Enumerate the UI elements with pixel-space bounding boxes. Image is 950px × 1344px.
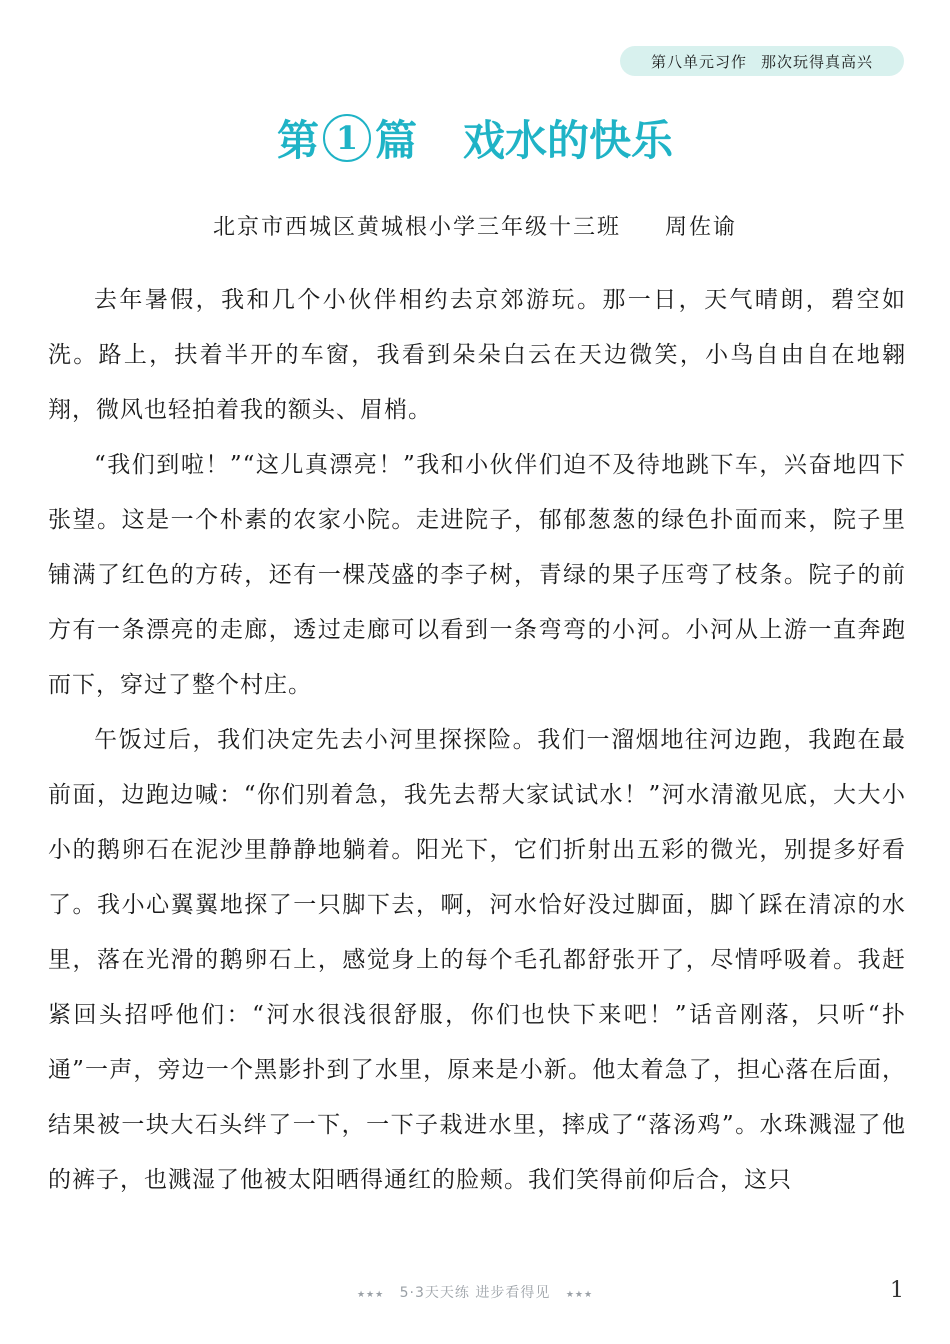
page-title: [0, 108, 950, 168]
article-body: [48, 273, 906, 1208]
unit-label: 第八单元习作: [650, 52, 747, 71]
footer-slogan: 5·3天天练 进步看得见: [399, 1285, 551, 1301]
page-footer: [0, 1282, 950, 1306]
byline: [0, 210, 950, 241]
author-school: 北京市西城区黄城根小学三年级十三班: [212, 215, 621, 240]
paragraph: 去年暑假，我和几个小伙伴相约去京郊游玩。那一日，天气晴朗，碧空如洗。路上，扶着半开的车窗，我看到朵朵白云在天边微笑，小鸟自由自在地翱翔，微风也轻拍着我的额头、眉梢。: [48, 287, 906, 423]
title-prefix: 第: [276, 116, 319, 165]
article-number-badge: 1: [323, 114, 371, 162]
footer-stars-left: ★★★: [356, 1290, 385, 1300]
unit-badge: [620, 46, 904, 76]
paragraph: “我们到啦！”“这儿真漂亮！”我和小伙伴们迫不及待地跳下车，兴奋地四下张望。这是一个朴素的农家小院。走进院子，郁郁葱葱的绿色扑面而来，院子里铺满了红色的方砖，还有一棵茂盛的李子树，青绿的果子压弯了枝条。院子的前方有一条漂亮的走廊，透过走廊可以看到一条弯弯的小河。小河从上游一直奔跑而下，穿过了整个村庄。: [48, 452, 906, 698]
page-number: 1: [890, 1278, 904, 1303]
author-name: 周佐谕: [665, 215, 738, 240]
paragraph: 午饭过后，我们决定先去小河里探探险。我们一溜烟地往河边跑，我跑在最前面，边跑边喊：“你们别着急，我先去帮大家试试水！”河水清澈见底，大大小小的鹅卵石在泥沙里静静地躺着。阳光下，它们折射出五彩的微光，别提多好看了。我小心翼翼地探了一只脚下去，啊，河水恰好没过脚面，脚丫踩在清凉的水里，落在光滑的鹅卵石上，感觉身上的每个毛孔都舒张开了，尽情呼吸着。我赶紧回头招呼他们：“河水很浅很舒服，你们也快下来吧！”话音刚落，只听“扑通”一声，旁边一个黑影扑到了水里，原来是小新。他太着急了，担心落在后面，结果被一块大石头绊了一下，一下子栽进水里，摔成了“落汤鸡”。水珠溅湿了他的裤子，也溅湿了他被太阳晒得通红的脸颊。我们笑得前仰后合，这只: [48, 727, 906, 1193]
title-suffix: 篇: [374, 116, 417, 165]
title-name: 戏水的快乐: [463, 116, 674, 165]
unit-topic: 那次玩得真高兴: [761, 52, 874, 71]
footer-stars-right: ★★★: [565, 1290, 594, 1300]
